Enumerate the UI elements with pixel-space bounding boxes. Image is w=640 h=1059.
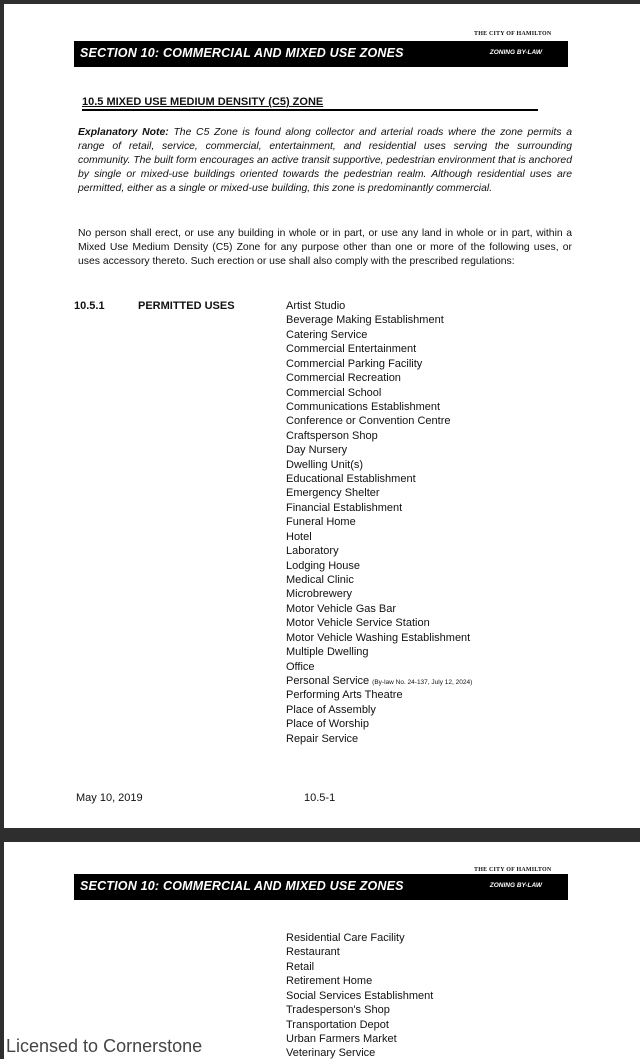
permitted-use-item bbox=[286, 717, 472, 731]
permitted-use-item bbox=[286, 974, 433, 988]
permitted-use-label: Artist Studio bbox=[286, 300, 346, 312]
permitted-use-label: Retail bbox=[286, 960, 315, 973]
permitted-use-label: Commercial School bbox=[286, 386, 382, 399]
permitted-use-label: Day Nursery bbox=[286, 444, 348, 457]
permitted-use-item bbox=[286, 587, 472, 601]
permitted-use-label: Lodging House bbox=[286, 559, 361, 572]
permitted-use-label: Motor Vehicle Washing Establishment bbox=[286, 631, 471, 644]
permitted-use-label: Dwelling Unit(s) bbox=[286, 458, 364, 471]
permitted-use-item bbox=[286, 602, 472, 616]
permitted-use-label: Hotel bbox=[286, 530, 312, 543]
permitted-uses-list bbox=[286, 299, 472, 746]
permitted-use-item bbox=[286, 703, 472, 717]
permitted-use-label: Funeral Home bbox=[286, 516, 356, 529]
subsection-title: PERMITTED USES bbox=[138, 300, 235, 312]
permitted-use-label: Office bbox=[286, 660, 315, 673]
permitted-use-item bbox=[286, 559, 472, 573]
permitted-use-label: Educational Establishment bbox=[286, 473, 416, 486]
explanatory-note-text: The C5 Zone is found along collector and arterial roads where the zone permits a range of retail, service, commercial, entertainment, and residential uses serving the surrounding community. The built form encourages an active transit supportive, pedestrian environment that is anchored by single or mixed-use buildings oriented towards the pedestrian realm. Although residential uses are permitted, either as a single or mixed-use building, this zone is predominantly commercial. bbox=[78, 127, 572, 194]
document-page-2 bbox=[4, 842, 640, 1059]
bylaw-label: ZONING BY-LAW bbox=[489, 49, 542, 56]
permitted-use-item bbox=[286, 515, 472, 529]
permitted-use-item bbox=[286, 386, 472, 400]
permitted-use-item bbox=[286, 342, 472, 356]
permitted-use-item bbox=[286, 960, 433, 974]
permitted-use-label: Emergency Shelter bbox=[286, 487, 380, 500]
permitted-use-item bbox=[286, 732, 472, 746]
zone-heading: 10.5 MIXED USE MEDIUM DENSITY (C5) ZONE bbox=[82, 96, 324, 108]
permitted-use-item bbox=[286, 443, 472, 457]
permitted-use-item bbox=[286, 1032, 433, 1046]
permitted-use-item bbox=[286, 573, 472, 587]
permitted-use-item bbox=[286, 945, 433, 959]
footer-date: May 10, 2019 bbox=[76, 792, 143, 804]
permitted-use-label: Restaurant bbox=[286, 946, 340, 959]
permitted-use-label: Motor Vehicle Service Station bbox=[286, 617, 430, 630]
permitted-uses-list-continued bbox=[286, 931, 433, 1059]
permitted-use-item bbox=[286, 688, 472, 702]
permitted-use-label: Retirement Home bbox=[286, 975, 373, 988]
permitted-use-item bbox=[286, 931, 433, 945]
permitted-use-label: Communications Establishment bbox=[286, 400, 441, 413]
permitted-use-label: Craftsperson Shop bbox=[286, 429, 378, 442]
permitted-use-label: Veterinary Service bbox=[286, 1047, 376, 1059]
permitted-use-label: Performing Arts Theatre bbox=[286, 689, 403, 702]
permitted-use-item bbox=[286, 616, 472, 630]
permitted-use-label: Social Services Establishment bbox=[286, 989, 434, 1002]
permitted-use-label: Residential Care Facility bbox=[286, 932, 405, 944]
permitted-use-item bbox=[286, 530, 472, 544]
permitted-use-item bbox=[286, 486, 472, 500]
document-page-1 bbox=[4, 4, 640, 828]
subsection-number: 10.5.1 bbox=[74, 300, 105, 312]
section-header-bar bbox=[74, 41, 568, 67]
permitted-use-item bbox=[286, 328, 472, 342]
bylaw-label: ZONING BY-LAW bbox=[489, 882, 542, 889]
permitted-use-label: Transportation Depot bbox=[286, 1018, 389, 1031]
permitted-use-item bbox=[286, 501, 472, 515]
permitted-use-label: Multiple Dwelling bbox=[286, 646, 369, 659]
explanatory-note-label: Explanatory Note: bbox=[78, 127, 169, 138]
license-watermark: Licensed to Cornerstone bbox=[6, 1036, 203, 1056]
permitted-use-label: Microbrewery bbox=[286, 588, 353, 601]
permitted-use-item bbox=[286, 357, 472, 371]
permitted-use-item bbox=[286, 645, 472, 659]
permitted-use-item bbox=[286, 458, 472, 472]
permitted-use-label: Place of Assembly bbox=[286, 703, 376, 716]
permitted-use-item bbox=[286, 371, 472, 385]
permitted-use-label: Commercial Parking Facility bbox=[286, 357, 423, 370]
permitted-use-item bbox=[286, 631, 472, 645]
permitted-use-item bbox=[286, 472, 472, 486]
heading-rule bbox=[82, 109, 538, 111]
permitted-use-label: Commercial Recreation bbox=[286, 372, 401, 385]
permitted-use-item bbox=[286, 400, 472, 414]
permitted-use-label: Medical Clinic bbox=[286, 574, 354, 587]
permitted-use-label: Place of Worship bbox=[286, 718, 369, 731]
permitted-use-item bbox=[286, 989, 433, 1003]
permitted-use-item bbox=[286, 544, 472, 558]
permitted-use-label: Financial Establishment bbox=[286, 501, 403, 514]
city-name: THE CITY OF HAMILTON bbox=[474, 31, 552, 37]
permitted-use-item bbox=[286, 429, 472, 443]
permitted-use-label: Tradesperson's Shop bbox=[286, 1004, 390, 1017]
permitted-use-label: Motor Vehicle Gas Bar bbox=[286, 602, 397, 615]
permitted-use-label: Commercial Entertainment bbox=[286, 343, 417, 356]
bylaw-amendment-note: (By-law No. 24-137, July 12, 2024) bbox=[372, 678, 473, 686]
permitted-use-item bbox=[286, 1003, 433, 1017]
section-header-bar bbox=[74, 874, 568, 900]
city-name: THE CITY OF HAMILTON bbox=[474, 867, 552, 873]
section-title: SECTION 10: COMMERCIAL AND MIXED USE ZONES bbox=[80, 46, 404, 60]
permitted-use-item bbox=[286, 299, 472, 313]
permitted-use-item bbox=[286, 313, 472, 327]
permitted-use-label: Beverage Making Establishment bbox=[286, 314, 444, 327]
permitted-use-label: Conference or Convention Centre bbox=[286, 415, 451, 428]
permitted-use-label: Repair Service bbox=[286, 732, 359, 745]
explanatory-note bbox=[78, 126, 572, 196]
regulation-paragraph: No person shall erect, or use any building in whole or in part, or use any land in whole or in part, within a Mixed Use Medium Density (C5) Zone for any purpose other than one or more of the following uses, or uses accessory thereto. Such erection or use shall also comply with the prescribed regulations: bbox=[78, 228, 572, 267]
permitted-use-label: Personal Service bbox=[286, 674, 370, 687]
permitted-use-item bbox=[286, 674, 472, 688]
permitted-use-item bbox=[286, 660, 472, 674]
permitted-use-label: Laboratory bbox=[286, 545, 339, 558]
section-title: SECTION 10: COMMERCIAL AND MIXED USE ZONES bbox=[80, 879, 404, 893]
permitted-use-item bbox=[286, 1046, 433, 1059]
permitted-use-item bbox=[286, 414, 472, 428]
permitted-use-label: Urban Farmers Market bbox=[286, 1032, 397, 1045]
permitted-use-item bbox=[286, 1018, 433, 1032]
permitted-use-label: Catering Service bbox=[286, 328, 368, 341]
footer-page-number: 10.5-1 bbox=[304, 792, 336, 804]
